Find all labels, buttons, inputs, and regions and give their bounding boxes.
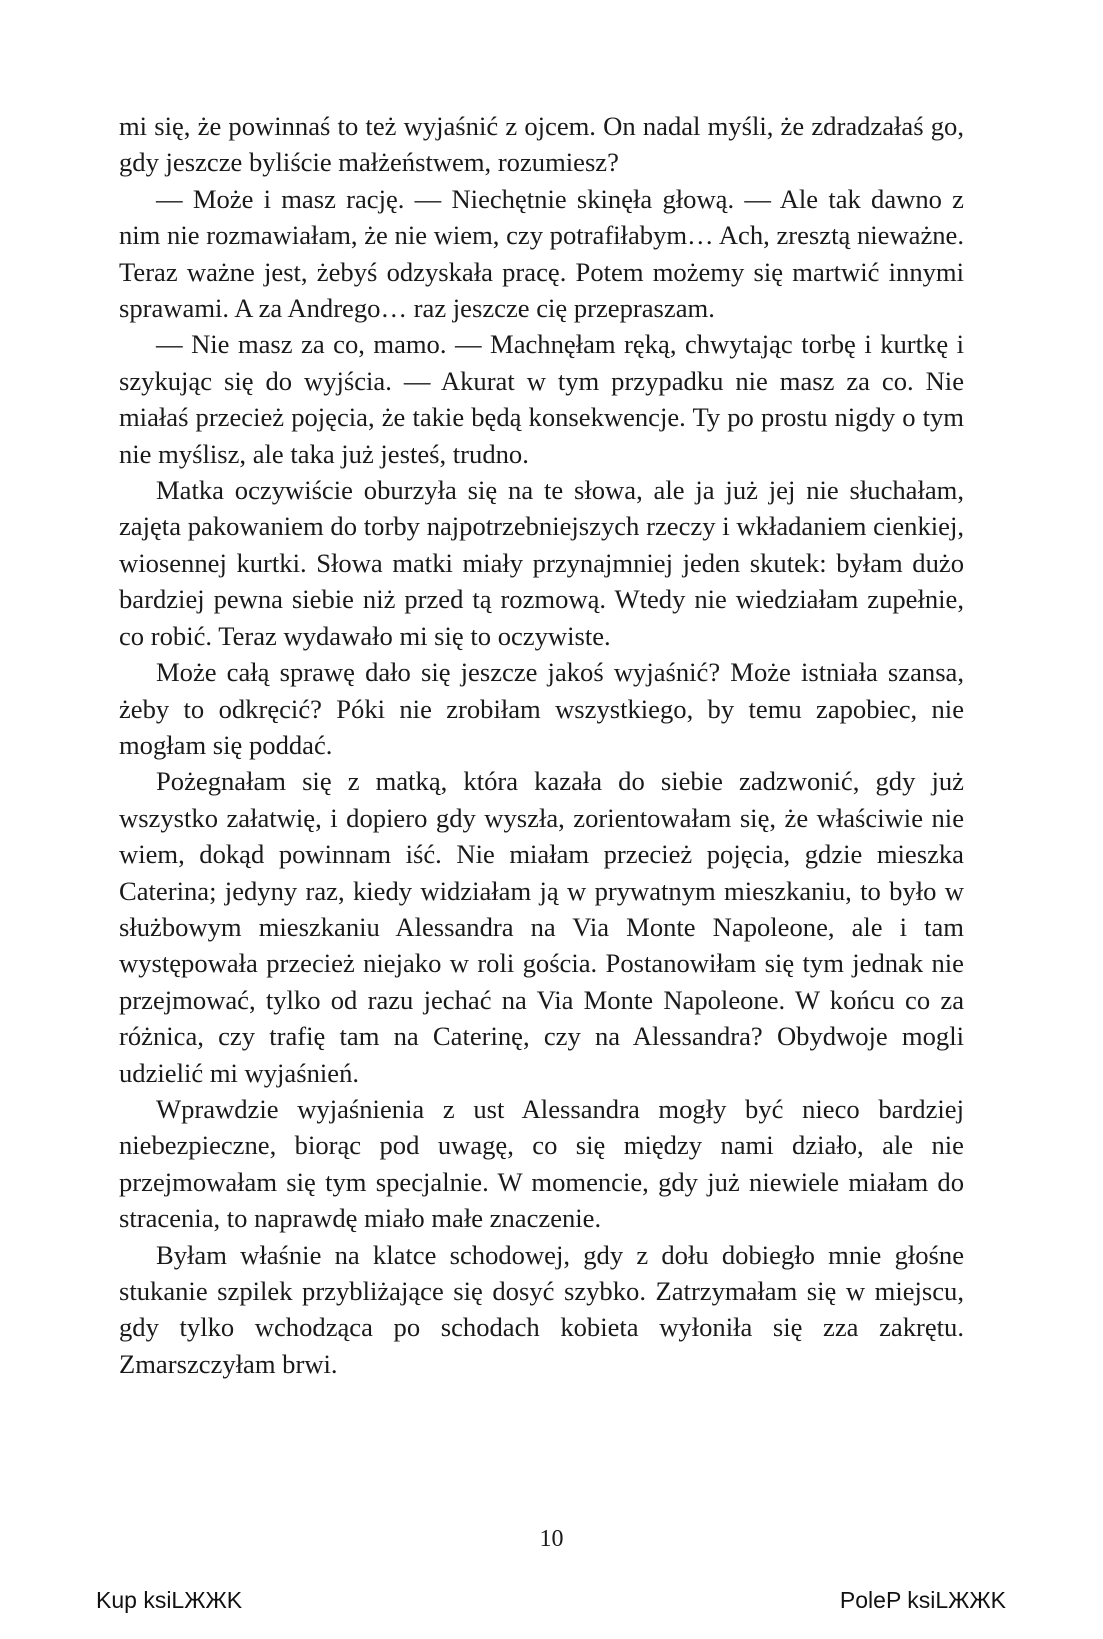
page-body: [119, 108, 964, 1382]
paragraph: Byłam właśnie na klatce schodowej, gdy z dołu dobiegło mnie głośne stukanie szpilek przybliżające się dosyć szybko. Zatrzymałam się w miejscu, gdy tylko wchodząca po schodach kobieta wyłoniła się zza zakrętu. Zmarszczyłam brwi.: [119, 1239, 964, 1379]
paragraph: Pożegnałam się z matką, która kazała do siebie zadzwonić, gdy już wszystko załatwię, i dopiero gdy wyszła, zorientowałam się, że właściwie nie wiem, dokąd powinnam iść. Nie miałam przecież pojęcia, gdzie mieszka Caterina; jedyny raz, kiedy widziałam ją w prywatnym mieszkaniu, to było w służbowym mieszkaniu Alessandra na Via Monte Napoleone, ale i tam występowała przecież niejako w roli gościa. Postanowiłam się tym jednak nie przejmować, tylko od razu jechać na Via Monte Napoleone. W końcu co za różnica, czy trafię tam na Caterinę, czy na Alessandra? Obydwoje mogli udzielić mi wyjaśnień.: [119, 766, 964, 1088]
paragraph: — Nie masz za co, mamo. — Machnęłam ręką, chwytając torbę i kurtkę i szykując się do wyjścia. — Akurat w tym przypadku nie masz za co. Nie miałaś przecież pojęcia, że takie będą konsekwencje. Ty po prostu nigdy o tym nie myślisz, ale taka już jesteś, trudno.: [119, 329, 964, 469]
paragraph: Wprawdzie wyjaśnienia z ust Alessandra mogły być nieco bardziej niebezpieczne, biorąc pod uwagę, co się między nami działo, ale nie przejmowałam się tym specjalnie. W momencie, gdy już niewiele miałam do stracenia, to naprawdę miało małe znaczenie.: [119, 1093, 964, 1234]
paragraph: Matka oczywiście oburzyła się na te słowa, ale ja już jej nie słuchałam, zajęta pakowaniem do torby najpotrzebniejszych rzeczy i wkładaniem cienkiej, wiosennej kurtki. Słowa matki miały przynajmniej jeden skutek: byłam dużo bardziej pewna siebie niż przed tą rozmową. Wtedy nie wiedziałam zupełnie, co robić. Teraz wydawało mi się to oczywiste.: [119, 475, 964, 651]
buy-book-link[interactable]: Kup ksiLЖЖK: [96, 1587, 243, 1613]
page-number: 10: [539, 1526, 564, 1552]
paragraph: — Może i masz rację. — Niechętnie skinęła głową. — Ale tak dawno z nim nie rozmawiałam, że nie wiem, czy potrafiłabym… Ach, zresztą nieważne. Teraz ważne jest, żebyś odzyskała pracę. Potem możemy się martwić innymi sprawami. A za Andrego… raz jeszcze cię przepraszam.: [119, 183, 964, 324]
recommend-book-link[interactable]: PoleP ksiLЖЖK: [839, 1587, 1006, 1613]
paragraph: mi się, że powinnaś to też wyjaśnić z ojcem. On nadal myśli, że zdradzałaś go, gdy jeszcze byliście małżeństwem, rozumiesz?: [119, 111, 964, 178]
paragraph: Może całą sprawę dało się jeszcze jakoś wyjaśnić? Może istniała szansa, żeby to odkręcić? Póki nie zrobiłam wszystkiego, by temu zapobiec, nie mogłam się poddać.: [119, 657, 964, 760]
